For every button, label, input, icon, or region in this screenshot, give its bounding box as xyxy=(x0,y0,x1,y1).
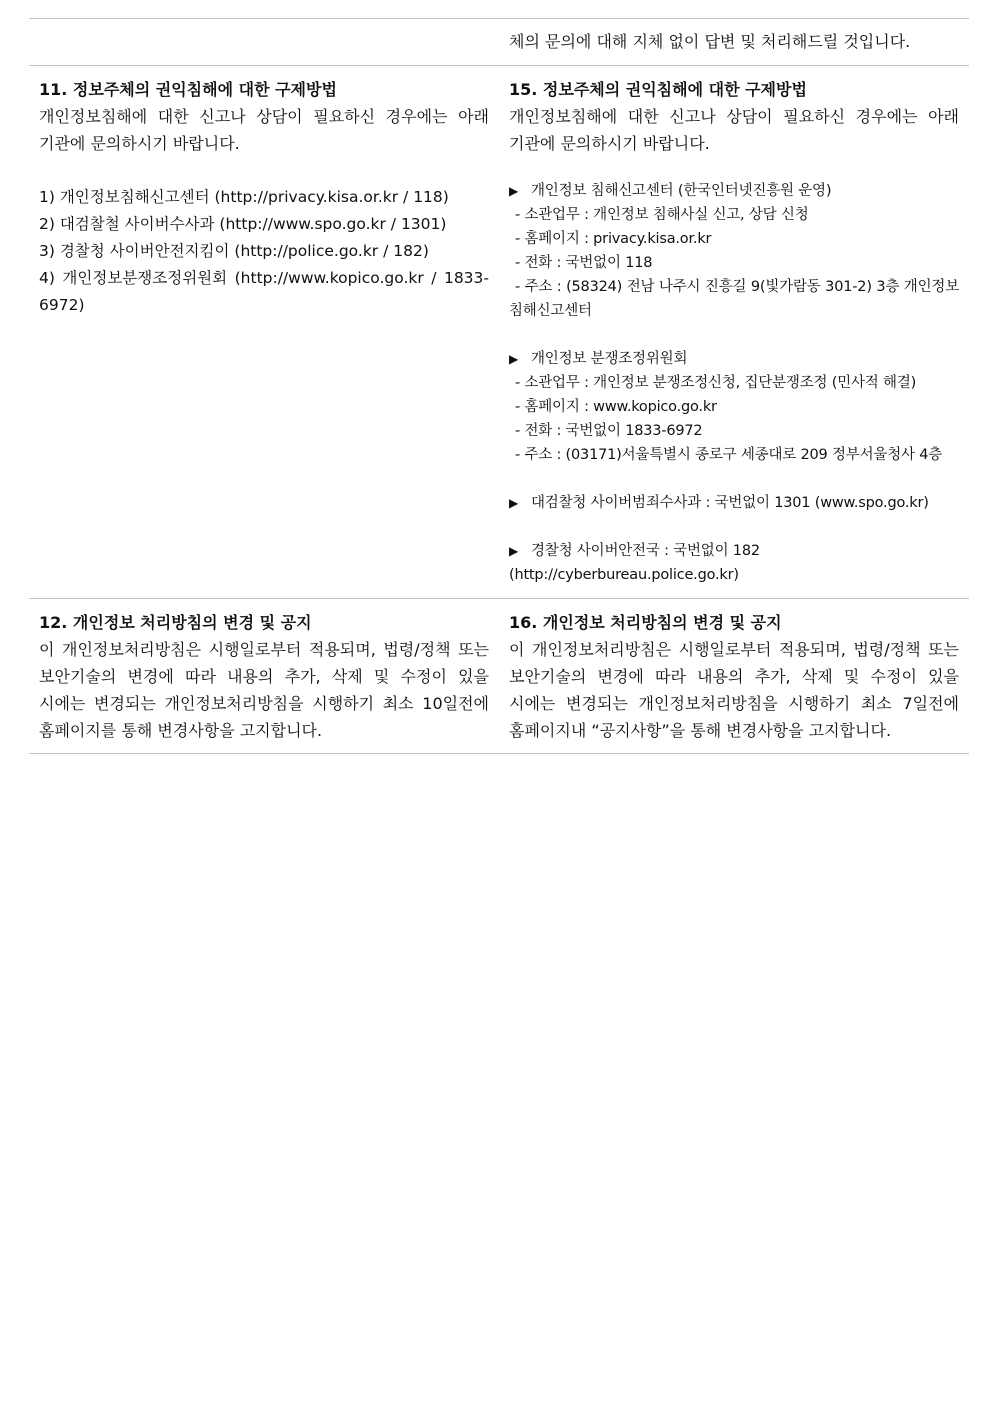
org1-address: - 주소 : (58324) 전남 나주시 진흥길 9(빛가람동 301-2) 3층 개인정보침해신고센터 xyxy=(509,279,959,319)
org4-line: ▶ 경찰청 사이버안전국 : 국번없이 182 xyxy=(509,539,959,563)
policy-comparison-table xyxy=(29,18,969,754)
org2-title: ▶ 개인정보 분쟁조정위원회 xyxy=(509,347,959,371)
triangle-right-icon: ▶ xyxy=(509,352,519,366)
section-16-heading: 16. 개인정보 처리방침의 변경 및 공지 xyxy=(509,613,782,632)
section-11-heading: 11. 정보주체의 권익침해에 대한 구제방법 xyxy=(39,80,337,99)
section-12-heading: 12. 개인정보 처리방침의 변경 및 공지 xyxy=(39,613,312,632)
section-16-cell xyxy=(499,599,969,754)
list-item: 1) 개인정보침해신고센터 (http://privacy.kisa.or.kr / 118) xyxy=(39,188,449,206)
org2-address: - 주소 : (03171)서울특별시 종로구 세종대로 209 정부서울청사 4층 xyxy=(515,447,943,463)
triangle-right-icon: ▶ xyxy=(509,544,519,558)
table-row xyxy=(29,599,969,754)
list-item: 2) 대검찰철 사이버수사과 (http://www.spo.go.kr / 1301) xyxy=(39,215,447,233)
section-11-cell xyxy=(29,66,499,599)
org2-phone: - 전화 : 국번없이 1833-6972 xyxy=(515,423,703,439)
org1-duty: - 소관업무 : 개인정보 침해사실 신고, 상담 신청 xyxy=(515,207,809,223)
table-row xyxy=(29,19,969,66)
section-16-body: 이 개인정보처리방침은 시행일로부터 적용되며, 법령/정책 또는 보안기술의 변경에 따라 내용의 추가, 삭제 및 수정이 있을 시에는 변경되는 개인정보처리방침을 시행하기 최소 7일전에 홈페이지내 “공지사항”을 통해 변경사항을 고지합니다. xyxy=(509,640,959,740)
triangle-right-icon: ▶ xyxy=(509,496,519,510)
org2-duty: - 소관업무 : 개인정보 분쟁조정신청, 집단분쟁조정 (민사적 해결) xyxy=(515,375,917,391)
org2-homepage: - 홈페이지 : www.kopico.go.kr xyxy=(515,399,717,415)
org3-line: ▶ 대검찰청 사이버범죄수사과 : 국번없이 1301 (www.spo.go.kr) xyxy=(509,491,959,515)
row0-left-cell xyxy=(29,19,499,66)
org1-title: ▶ 개인정보 침해신고센터 (한국인터넷진흥원 운영) xyxy=(509,179,959,203)
section-15-heading: 15. 정보주체의 권익침해에 대한 구제방법 xyxy=(509,80,807,99)
table-row xyxy=(29,66,969,599)
list-item: 3) 경찰청 사이버안전지킴이 (http://police.go.kr / 182) xyxy=(39,242,429,260)
list-item: 4) 개인정보분쟁조정위원회 (http://www.kopico.go.kr / 1833-6972) xyxy=(39,269,489,314)
org4-url: (http://cyberbureau.police.go.kr) xyxy=(509,567,739,583)
section-15-cell xyxy=(499,66,969,599)
section-15-intro: 개인정보침해에 대한 신고나 상담이 필요하신 경우에는 아래 기관에 문의하시기 바랍니다. xyxy=(509,107,959,153)
org1-homepage: - 홈페이지 : privacy.kisa.or.kr xyxy=(515,231,712,247)
section-12-cell xyxy=(29,599,499,754)
triangle-right-icon: ▶ xyxy=(509,184,519,198)
section-11-intro: 개인정보침해에 대한 신고나 상담이 필요하신 경우에는 아래 기관에 문의하시기 바랍니다. xyxy=(39,107,489,153)
org1-phone: - 전화 : 국번없이 118 xyxy=(515,255,653,271)
row0-right-cell xyxy=(499,19,969,66)
section-12-body: 이 개인정보처리방침은 시행일로부터 적용되며, 법령/정책 또는 보안기술의 변경에 따라 내용의 추가, 삭제 및 수정이 있을 시에는 변경되는 개인정보처리방침을 시행하기 최소 10일전에 홈페이지를 통해 변경사항을 고지합니다. xyxy=(39,640,489,740)
continuation-text: 체의 문의에 대해 지체 없이 답변 및 처리해드릴 것입니다. xyxy=(509,32,911,51)
